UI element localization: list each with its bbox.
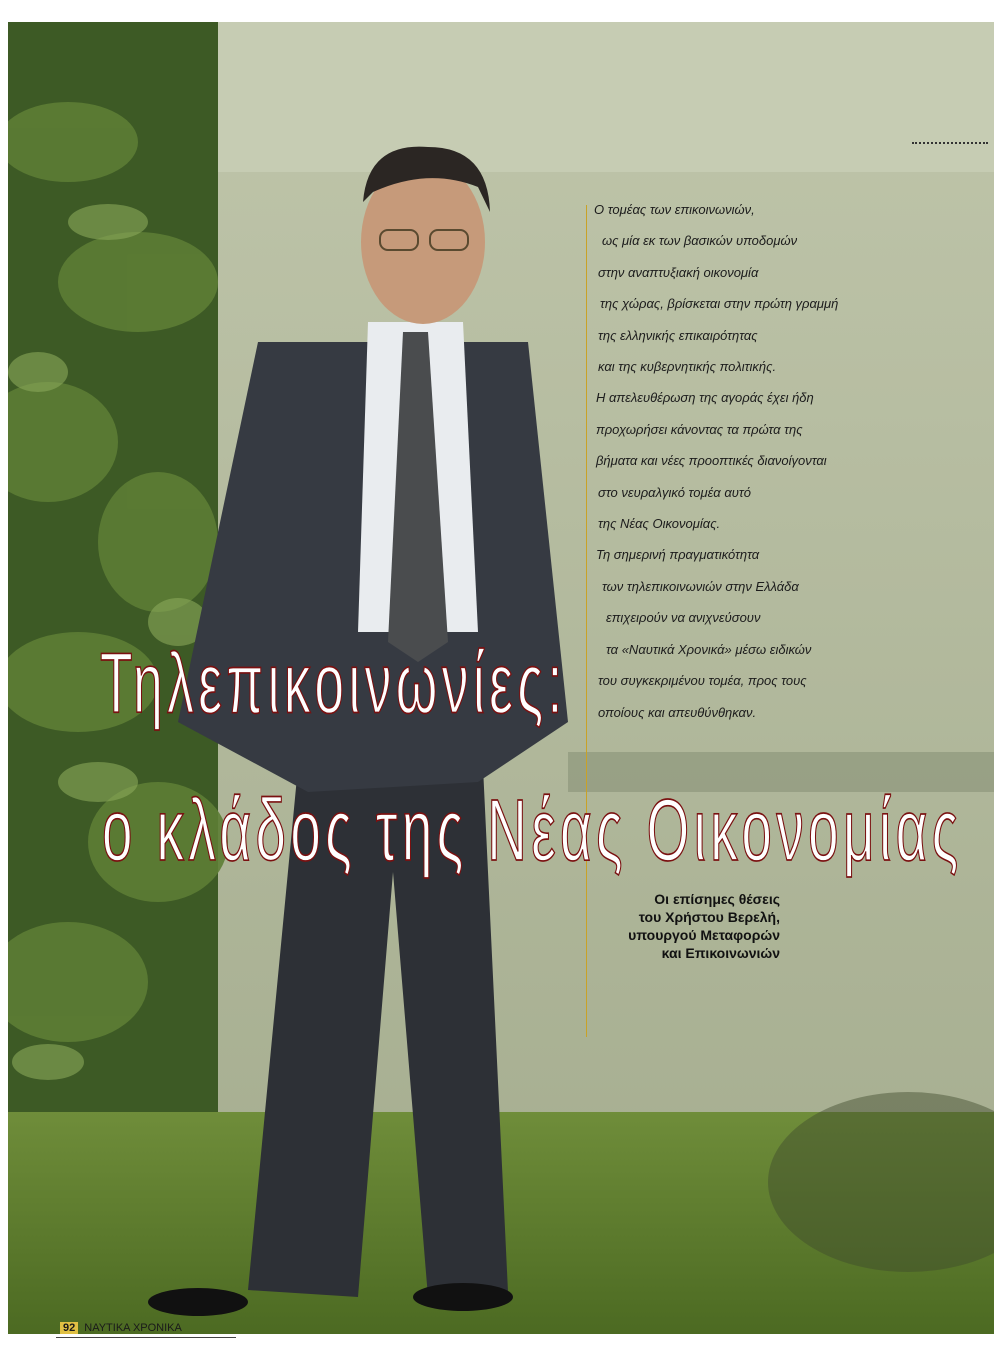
subheadline [600,890,780,962]
intro-line: τα «Ναυτικά Χρονικά» μέσω ειδικών [606,641,812,657]
intro-line: βήματα και νέες προοπτικές διανοίγονται [596,453,827,469]
subhead-line: και Επικοινωνιών [661,945,780,961]
intro-line: των τηλεπικοινωνιών στην Ελλάδα [602,578,799,594]
headline-line-1: Τηλεπικοινωνίες: [100,637,567,732]
subhead-line: Οι επίσημες θέσεις [654,891,780,907]
page-number: 92 [60,1322,78,1334]
intro-line: της ελληνικής επικαιρότητας [598,327,758,343]
magazine-name: ΝΑΥΤΙΚΑ ΧΡΟΝΙΚΑ [84,1322,182,1334]
intro-line: Ο τομέας των επικοινωνιών, [594,202,755,217]
intro-line: στο νευραλγικό τομέα αυτό [598,484,751,500]
headline-line-2: ο κλάδος της Νέας Οικονομίας [102,781,963,880]
subhead-line: υπουργού Μεταφορών [628,927,780,943]
intro-line: της Νέας Οικονομίας. [598,516,721,532]
intro-line: του συγκεκριμένου τομέα, προς τους [598,673,807,689]
page-footer [60,1322,182,1334]
dotted-rule [912,142,988,144]
footer-rule [56,1337,236,1338]
intro-line: Τη σημερινή πραγματικότητα [596,547,760,563]
subhead-line: του Χρήστου Βερελή, [638,909,780,925]
intro-text [594,194,904,728]
intro-line: προχωρήσει κάνοντας τα πρώτα της [596,421,803,437]
intro-line: της χώρας, βρίσκεται στην πρώτη γραμμή [600,296,839,312]
intro-line: οποίους και απευθύνθηκαν. [598,704,757,720]
intro-line: Η απελευθέρωση της αγοράς έχει ήδη [596,390,814,406]
intro-line: στην αναπτυξιακή οικονομία [598,264,759,280]
vertical-accent-rule [586,205,587,1037]
intro-line: και της κυβερνητικής πολιτικής. [598,359,777,375]
intro-line: επιχειρούν να ανιχνεύσουν [606,610,761,626]
intro-line: ως μία εκ των βασικών υποδομών [602,233,798,249]
